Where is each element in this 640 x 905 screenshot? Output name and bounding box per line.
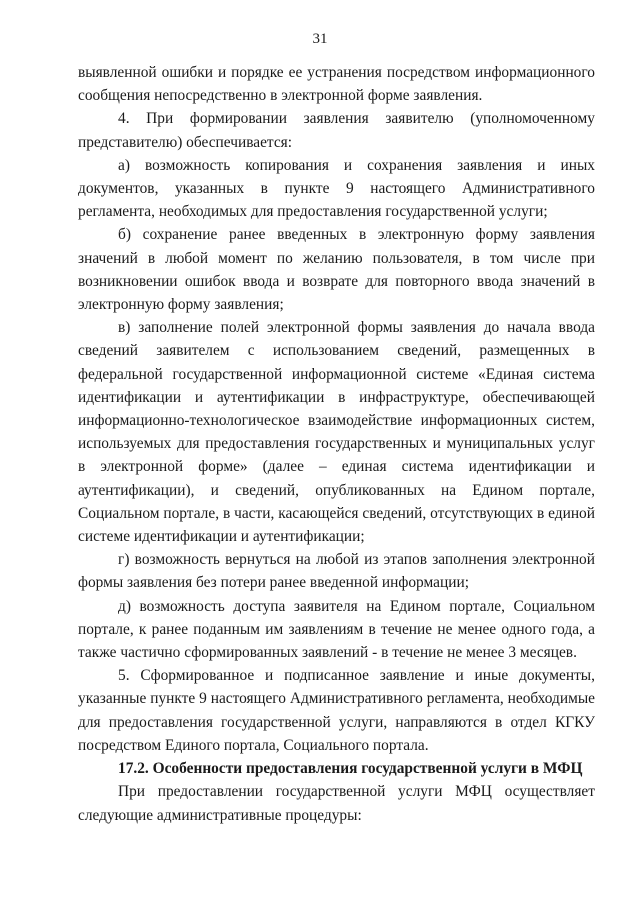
paragraph-subitem-d: д) возможность доступа заявителя на Едином портале, Социальном портале, к ранее поданным им заявлениям в течение не менее одного года, а также частично сформированных заявлений - в течение не менее 3 месяцев. (78, 597, 595, 662)
paragraph-mfc-intro: При предоставлении государственной услуги МФЦ осуществляет следующие административные процедуры: (78, 783, 595, 824)
body-text (78, 61, 595, 827)
paragraph-item-5: 5. Сформированное и подписанное заявление и иные документы, указанные пункте 9 настоящего Административного регламента, необходимые для предоставления государственной услуги, направляются в отдел КГКУ посредством Единого портала, Социального портала. (78, 667, 595, 754)
paragraph-item-4: 4. При формировании заявления заявителю (уполномоченному представителю) обеспечивается: (78, 110, 595, 151)
page-number: 31 (312, 31, 328, 47)
paragraph-subitem-v: в) заполнение полей электронной формы заявления до начала ввода сведений заявителем с использованием сведений, размещенных в федеральной государственной информационной системе «Единая система идентификации и аутентификации в инфраструктуре, обеспечивающей информационно-технологическое взаимодействие информационных систем, используемых для предоставления государственных и муниципальных услуг в электронной форме» (далее – единая система идентификации и аутентификации), и сведений, опубликованных на Едином портале, Социальном портале, в части, касающейся сведений, отсутствующих в единой системе идентификации и аутентификации; (78, 319, 595, 546)
paragraph-subitem-b: б) сохранение ранее введенных в электронную форму заявления значений в любой момент по желанию пользователя, в том числе при возникновении ошибок ввода и возврате для повторного ввода значений в электронную форму заявления; (78, 226, 595, 314)
paragraph-subitem-g: г) возможность вернуться на любой из этапов заполнения электронной формы заявления без потери ранее введенной информации; (78, 551, 595, 592)
paragraph-continuation: выявленной ошибки и порядке ее устранения посредством информационного сообщения непосредственно в электронной форме заявления. (78, 64, 595, 105)
paragraph-subitem-a: а) возможность копирования и сохранения заявления и иных документов, указанных в пункте 9 настоящего Административного регламента, необходимых для предоставления государственной услуги; (78, 156, 595, 221)
section-heading: 17.2. Особенности предоставления государственной услуги в МФЦ (118, 760, 583, 778)
